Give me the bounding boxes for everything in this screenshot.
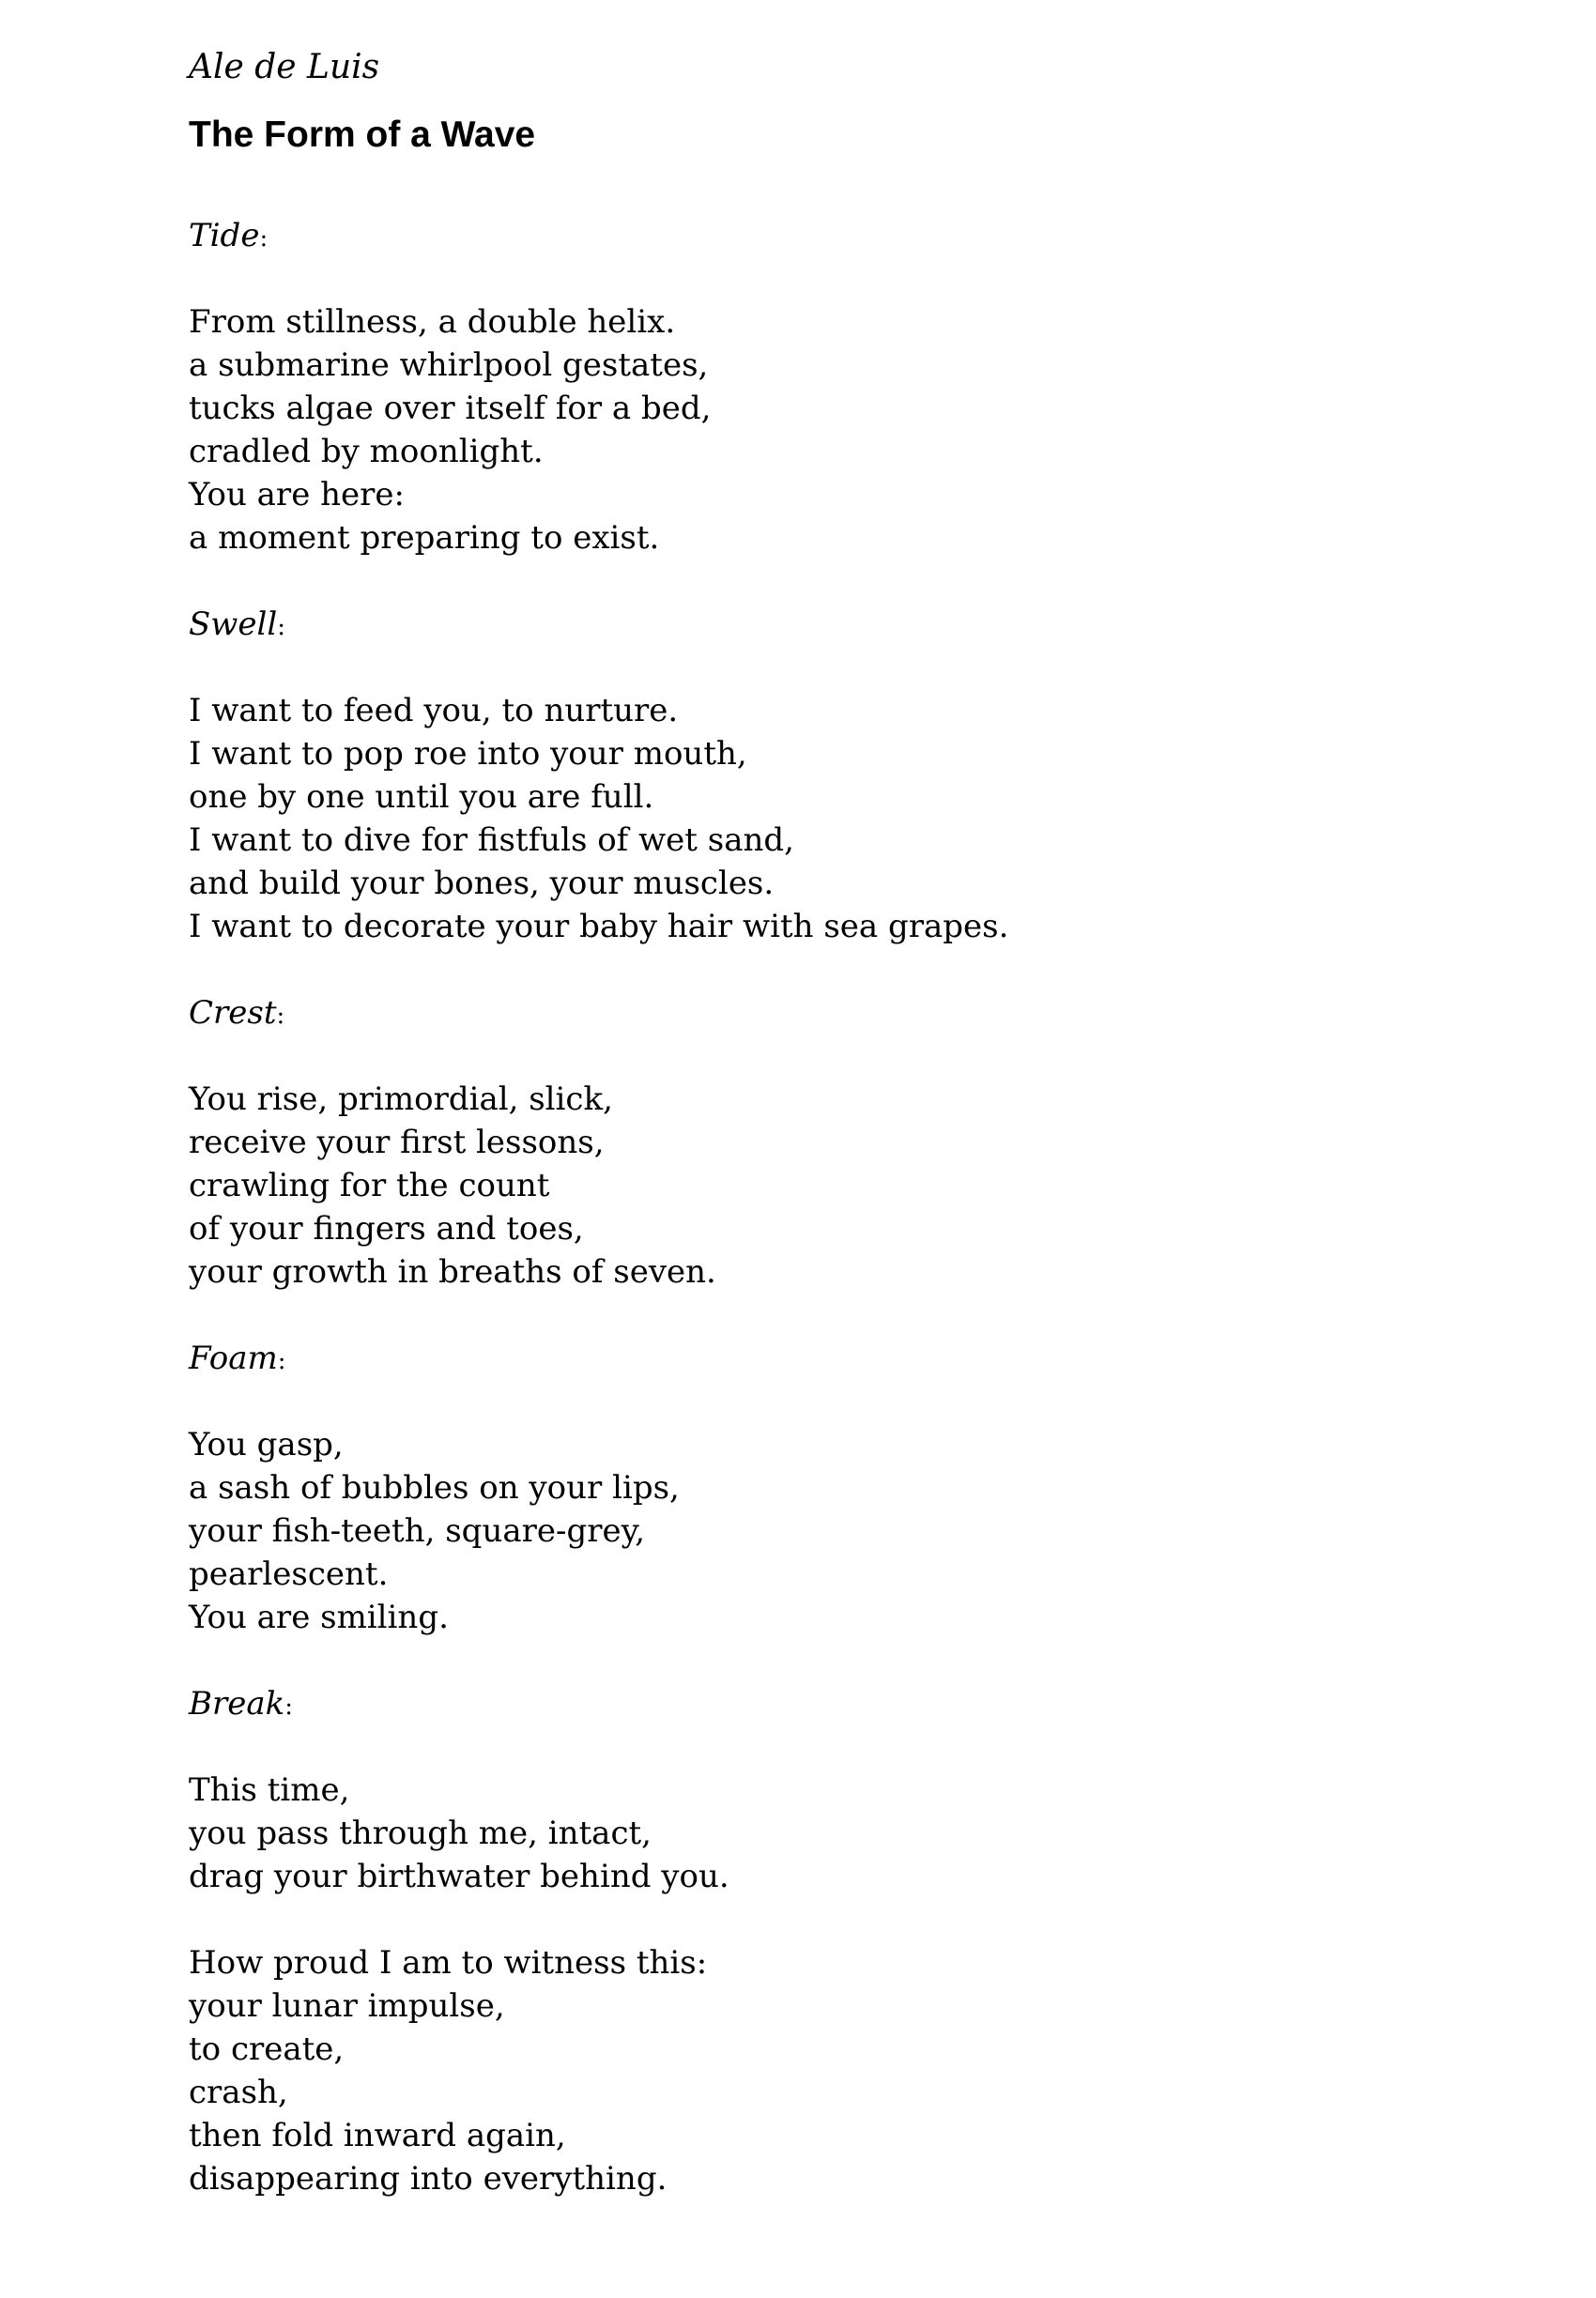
poem-line: tucks algae over itself for a bed,	[189, 390, 712, 427]
section-heading-label: Crest	[189, 994, 277, 1032]
author-name: Ale de Luis	[189, 48, 380, 86]
stanza	[189, 1769, 1503, 1898]
poem-line: you pass through me, intact,	[189, 1815, 652, 1852]
section-heading-colon: :	[284, 1693, 293, 1721]
poem-line: crawling for the count	[189, 1167, 550, 1204]
stanza	[189, 1941, 1503, 2200]
section-heading-label: Foam	[189, 1340, 278, 1377]
poem-line: You are smiling.	[189, 1599, 449, 1636]
stanza	[189, 1078, 1503, 1294]
poem-line: You gasp,	[189, 1426, 344, 1463]
poem-page	[189, 45, 1503, 2244]
poem-line: one by one until you are full.	[189, 778, 654, 816]
section-heading-label: Tide	[189, 217, 260, 254]
poem-line: I want to pop roe into your mouth,	[189, 735, 747, 773]
poem-line: disappearing into everything.	[189, 2160, 668, 2198]
section-heading-label: Break	[189, 1685, 285, 1723]
poem-line: your fish-teeth, square-grey,	[189, 1512, 646, 1550]
poem-line: You rise, primordial, slick,	[189, 1080, 613, 1118]
poem-line: drag your birthwater behind you.	[189, 1858, 729, 1895]
section-heading-colon: :	[259, 224, 269, 253]
poem-line: crash,	[189, 2074, 288, 2111]
stanza	[189, 300, 1503, 559]
section-heading-foam	[189, 1337, 1503, 1380]
stanza	[189, 1423, 1503, 1639]
poem-line: a submarine whirlpool gestates,	[189, 346, 709, 384]
section-heading-break	[189, 1682, 1503, 1725]
section-heading-crest	[189, 991, 1503, 1034]
poem-line: I want to feed you, to nurture.	[189, 692, 679, 729]
poem-line: to create,	[189, 2030, 345, 2068]
section-heading-colon: :	[277, 613, 286, 641]
section-heading-swell	[189, 603, 1503, 646]
poem-line: your growth in breaths of seven.	[189, 1253, 716, 1291]
poem-line: cradled by moonlight.	[189, 433, 544, 470]
poem-line: This time,	[189, 1771, 350, 1809]
poem-line: I want to dive for fistfuls of wet sand,	[189, 821, 794, 859]
poem-line: I want to decorate your baby hair with sea grapes.	[189, 908, 1009, 945]
poem-line: From stillness, a double helix.	[189, 303, 676, 341]
poem-body	[189, 214, 1503, 2200]
poem-line: a moment preparing to exist.	[189, 519, 660, 557]
poem-line: of your fingers and toes,	[189, 1210, 584, 1248]
section-heading-colon: :	[276, 1002, 285, 1030]
poem-line: and build your bones, your muscles.	[189, 865, 775, 902]
poem-line: your lunar impulse,	[189, 1987, 505, 2025]
stanza	[189, 689, 1503, 948]
poem-line: receive your first lessons,	[189, 1124, 605, 1161]
section-heading-label: Swell	[189, 605, 278, 643]
poem-title: The Form of a Wave	[189, 115, 536, 155]
poem-line: pearlescent.	[189, 1555, 389, 1593]
poem-line: then fold inward again,	[189, 2117, 566, 2154]
poem-line: How proud I am to witness this:	[189, 1944, 708, 1982]
poem-line: You are here:	[189, 476, 405, 513]
section-heading-colon: :	[277, 1347, 286, 1375]
section-heading-tide	[189, 214, 1503, 257]
poem-line: a sash of bubbles on your lips,	[189, 1469, 680, 1507]
